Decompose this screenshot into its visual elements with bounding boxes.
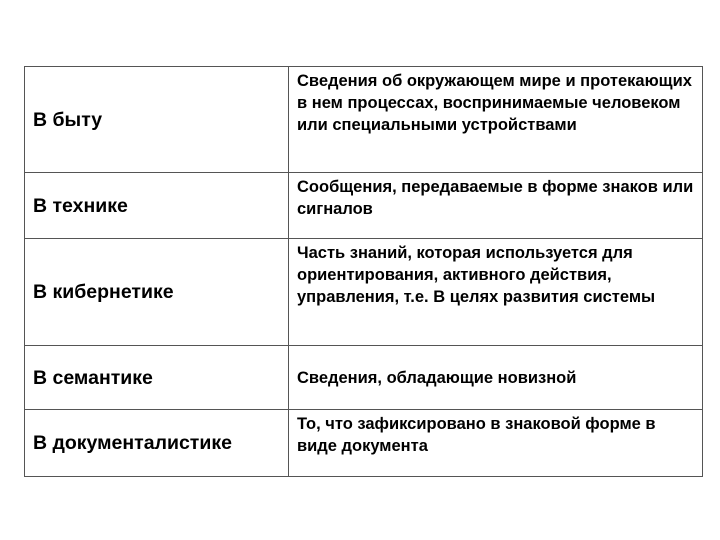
table-row <box>25 173 703 239</box>
definition-cell: Сведения, обладающие новизной <box>289 346 703 410</box>
definition-cell: То, что зафиксировано в знаковой форме в виде документа <box>289 410 703 477</box>
table-row <box>25 67 703 173</box>
term-cell: В быту <box>25 67 289 173</box>
table-row <box>25 346 703 410</box>
term-cell: В семантике <box>25 346 289 410</box>
table-row <box>25 410 703 477</box>
definitions-table <box>24 66 703 477</box>
term-cell: В технике <box>25 173 289 239</box>
definition-cell: Сообщения, передаваемые в форме знаков или сигналов <box>289 173 703 239</box>
definition-cell: Часть знаний, которая используется для ориентирования, активного действия, управления, т.е. В целях развития системы <box>289 239 703 346</box>
definition-cell: Сведения об окружающем мире и протекающих в нем процессах, воспринимаемые человеком или специальными устройствами <box>289 67 703 173</box>
term-cell: В документалистике <box>25 410 289 477</box>
table-row <box>25 239 703 346</box>
term-cell: В кибернетике <box>25 239 289 346</box>
